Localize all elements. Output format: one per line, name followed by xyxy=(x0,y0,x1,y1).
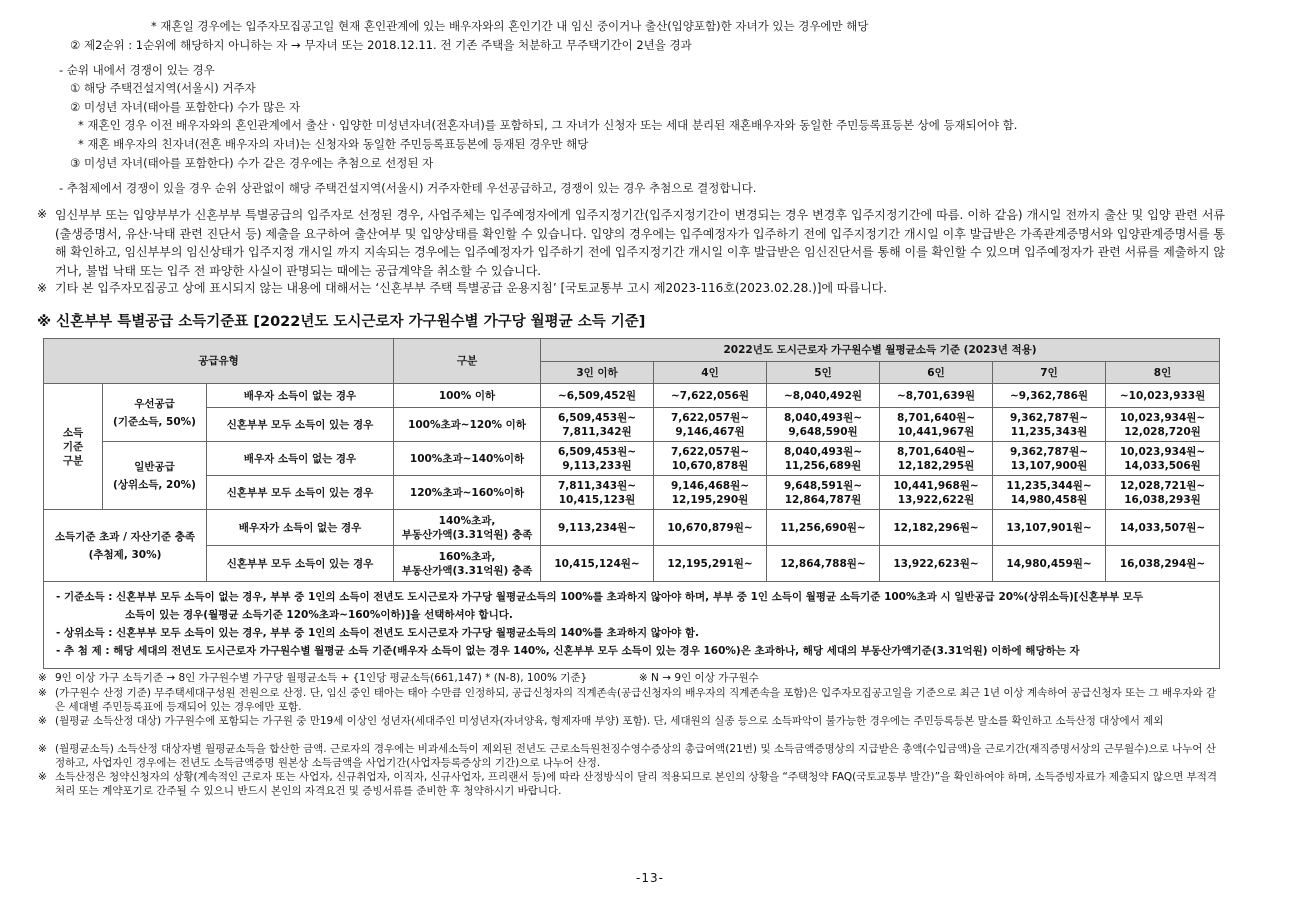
table-row xyxy=(44,442,1220,476)
footnote xyxy=(38,742,1218,770)
table-row xyxy=(44,510,1220,546)
row-division: 100%초과~120% 이하 xyxy=(394,408,541,442)
header-division: 구분 xyxy=(394,339,541,384)
table-cell: 14,980,459원~ xyxy=(993,546,1106,582)
table-cell: 16,038,294원~ xyxy=(1106,546,1220,582)
intro-line: * 재혼일 경우에는 입주자모집공고일 현재 혼인관계에 있는 배우자와의 혼인기간 내 임신 중이거나 출산(입양포함)한 자녀가 있는 경우에만 해당 xyxy=(151,19,869,33)
header-col: 8인 xyxy=(1106,362,1220,384)
table-cell: 9,362,787원~ 13,107,900원 xyxy=(993,442,1106,476)
table-cell: 7,622,057원~ 9,146,467원 xyxy=(654,408,767,442)
table-cell: 7,811,343원~ 10,415,123원 xyxy=(541,476,654,510)
header-supply-type: 공급유형 xyxy=(44,339,394,384)
intro-line: ② 제2순위 : 1순위에 해당하지 아니하는 자 → 무자녀 또는 2018.12.11. 전 기존 주택을 처분하고 무주택기간이 2년을 경과 xyxy=(70,38,692,52)
table-cell: ~6,509,452원 xyxy=(541,384,654,408)
footnote-text: (월평균 소득산정 대상) 가구원수에 포함되는 가구원 중 만19세 이상인 성년자(세대주인 미성년자(자녀양육, 형제자매 부양) 포함). 단, 세대원의 실종 등으로 소득파악이 불가능한 경우에는 주민등록등본 말소를 확인하고 소득산정 대상에서 제외 xyxy=(55,715,1164,727)
header-col: 3인 이하 xyxy=(541,362,654,384)
row-division: 160%초과, 부동산가액(3.31억원) 충족 xyxy=(394,546,541,582)
intro-line: ② 미성년 자녀(태아를 포함한다) 수가 많은 자 xyxy=(70,100,301,114)
table-cell: 8,040,493원~ 11,256,689원 xyxy=(767,442,880,476)
footnote-text: 9인 이상 가구 소득기준 → 8인 가구원수별 가구당 월평균소득 + {1인당 평균소득(661,147) * (N-8), 100% 기준} ※ N → 9인 이상 가구원수 xyxy=(55,672,759,684)
header-col: 6인 xyxy=(880,362,993,384)
intro-line: ③ 미성년 자녀(태아를 포함한다) 수가 같은 경우에는 추첨으로 선정된 자 xyxy=(70,156,434,170)
table-cell: 9,113,234원~ xyxy=(541,510,654,546)
income-table xyxy=(43,338,1220,669)
footnote-text: (월평균소득) 소득산정 대상자별 월평균소득을 합산한 금액. 근로자의 경우에는 비과세소득이 제외된 전년도 근로소득원천징수영수증상의 총급여액(21번) 및 소득금액증명상의 지급받은 총액(수입금액)을 근로기간(재직증명서상의 근무월수)으로 나누어 산정하고, 사업자인 경우에는 전년도 소득금액증명 원본상 소득금액을 사업기간(사업자등록증상의 기간)으로 나누어 산정. xyxy=(55,743,1216,769)
footnote xyxy=(38,686,1218,714)
table-cell: ~9,362,786원 xyxy=(993,384,1106,408)
intro-line: - 순위 내에서 경쟁이 있는 경우 xyxy=(59,63,215,77)
footnote xyxy=(38,714,1218,728)
note-line: 기타 본 입주자모집공고 상에 표시되지 않는 내용에 대해서는 ‘신혼부부 주택 특별공급 운용지침’ [국토교통부 고시 제2023-116호(2023.02.28.)]에 따릅니다. xyxy=(55,281,888,295)
intro-line: - 추첨제에서 경쟁이 있을 경우 순위 상관없이 해당 주택건설지역(서울시) 거주자한테 우선공급하고, 경쟁이 있는 경우 추첨으로 결정합니다. xyxy=(59,181,757,195)
header-standard: 2022년도 도시근로자 가구원수별 월평균소득 기준 (2023년 적용) xyxy=(541,339,1220,362)
row-type: 배우자가 소득이 없는 경우 xyxy=(207,510,394,546)
table-notes xyxy=(44,582,1220,669)
table-cell: 8,701,640원~ 10,441,967원 xyxy=(880,408,993,442)
note-paragraph: 임신부부 또는 입양부부가 신혼부부 특별공급의 입주자로 선정된 경우, 사업주체는 입주예정자에게 입주지정기간(입주지정기간이 변경되는 경우 변경후 입주지정기간에 따름. 이하 같음) 개시일 전까지 출산 및 입양 관련 서류(출생증명서, 유산·낙태 관련 진단서 등) 제출을 요구하여 출산여부 및 입양상태를 확인할 수 있습니다. 입양의 경우에는 입주예정자가 입주하기 전에 입주지정기간 개시일 이후 발급받은 가족관계증명서와 입양관계증명서를 통해 확인하고, 임신부부의 임신상태가 입주지정 개시일 까지 지속되는 경우에는 입주예정자가 입주하기 전에 입주지정기간 개시일 이후 발급받은 임신진단서를 통해 이를 확인할 수 있으며 입주예정자가 관련 서류를 제출하지 않거나, 불법 낙태 또는 입주 전 파양한 사실이 판명되는 때에는 공급계약을 취소할 수 있습니다. xyxy=(55,208,1225,278)
table-cell: 11,256,690원~ xyxy=(767,510,880,546)
table-cell: 8,701,640원~ 12,182,295원 xyxy=(880,442,993,476)
table-cell: 10,023,934원~ 12,028,720원 xyxy=(1106,408,1220,442)
table-note: - 기준소득 : 신혼부부 모두 소득이 없는 경우, 부부 중 1인의 소득이 전년도 도시근로자 가구당 월평균소득의 100%를 초과하지 않아야 하며, 부부 중 1인 소득이 월평균 소득기준 100%초과 시 일반공급 20%(상위소득)[신혼부부 모두 xyxy=(56,591,1144,603)
table-note: - 추 첨 제 : 해당 세대의 전년도 도시근로자 가구원수별 월평균 소득 기준(배우자 소득이 없는 경우 140%, 신혼부부 모두 소득이 있는 경우 160%)은 초과하나, 해당 세대의 부동산가액기준(3.31억원) 이하에 해당하는 자 xyxy=(56,645,1080,657)
page-number: -13- xyxy=(636,871,664,885)
table-cell: 10,441,968원~ 13,922,622원 xyxy=(880,476,993,510)
row-type: 신혼부부 모두 소득이 있는 경우 xyxy=(207,476,394,510)
group-exceed-label: 소득기준 초과 / 자산기준 충족 (추첨제, 30%) xyxy=(44,510,207,582)
table-row xyxy=(44,408,1220,442)
table-cell: 13,107,901원~ xyxy=(993,510,1106,546)
table-note: 소득이 있는 경우(월평균 소득기준 120%초과~160%이하)]을 선택하셔야 합니다. xyxy=(125,609,513,621)
table-cell: 8,040,493원~ 9,648,590원 xyxy=(767,408,880,442)
footnote-mark: ※ xyxy=(38,715,47,727)
table-cell: ~8,701,639원 xyxy=(880,384,993,408)
group-income-label: 소득 기준 구분 xyxy=(44,384,103,510)
table-cell: 12,028,721원~ 16,038,293원 xyxy=(1106,476,1220,510)
table-header-row xyxy=(44,339,1220,362)
footnote xyxy=(38,671,1218,685)
table-cell: 14,033,507원~ xyxy=(1106,510,1220,546)
section-title: ※ 신혼부부 특별공급 소득기준표 [2022년도 도시근로자 가구원수별 가구당 월평균 소득 기준] xyxy=(37,314,646,330)
row-type: 신혼부부 모두 소득이 있는 경우 xyxy=(207,408,394,442)
group-general-label: 일반공급 (상위소득, 20%) xyxy=(103,442,207,510)
table-note: - 상위소득 : 신혼부부 모두 소득이 있는 경우, 부부 중 1인의 소득이 전년도 도시근로자 가구당 월평균소득의 140%를 초과하지 않아야 함. xyxy=(56,627,700,639)
table-row xyxy=(44,476,1220,510)
row-division: 100%초과~140%이하 xyxy=(394,442,541,476)
table-cell: 7,622,057원~ 10,670,878원 xyxy=(654,442,767,476)
table-cell: 12,182,296원~ xyxy=(880,510,993,546)
row-type: 배우자 소득이 없는 경우 xyxy=(207,384,394,408)
footnote-mark: ※ xyxy=(38,771,47,783)
table-cell: 10,670,879원~ xyxy=(654,510,767,546)
table-cell: 10,023,934원~ 14,033,506원 xyxy=(1106,442,1220,476)
footnote-text: 소득산정은 청약신청자의 상황(계속적인 근로자 또는 사업자, 신규취업자, 이직자, 신규사업자, 프리랜서 등)에 따라 산정방식이 달리 적용되므로 본인의 상황을 “주택청약 FAQ(국토교통부 발간)”을 확인하여야 하며, 소득증빙자료가 제출되지 않으면 부적격처리 또는 계약포기로 간주될 수 있으니 반드시 본인의 자격요건 및 증빙서류를 준비한 후 청약하시기 바랍니다. xyxy=(55,771,1218,797)
table-cell: 9,362,787원~ 11,235,343원 xyxy=(993,408,1106,442)
footnote-aside: ※ N → 9인 이상 가구원수 xyxy=(638,672,759,684)
footnote-mark: ※ xyxy=(38,687,47,699)
table-cell: 10,415,124원~ xyxy=(541,546,654,582)
footnote-mark: ※ xyxy=(38,672,47,684)
header-col: 7인 xyxy=(993,362,1106,384)
row-type: 신혼부부 모두 소득이 있는 경우 xyxy=(207,546,394,582)
table-cell: 12,195,291원~ xyxy=(654,546,767,582)
table-cell: 13,922,623원~ xyxy=(880,546,993,582)
table-row xyxy=(44,546,1220,582)
intro-line: ① 해당 주택건설지역(서울시) 거주자 xyxy=(70,81,256,95)
table-cell: 11,235,344원~ 14,980,458원 xyxy=(993,476,1106,510)
table-row xyxy=(44,384,1220,408)
table-cell: 6,509,453원~ 7,811,342원 xyxy=(541,408,654,442)
row-division: 100% 이하 xyxy=(394,384,541,408)
note-mark: ※ xyxy=(37,281,48,295)
table-cell: ~10,023,933원 xyxy=(1106,384,1220,408)
header-col: 4인 xyxy=(654,362,767,384)
intro-line: * 재혼인 경우 이전 배우자와의 혼인관계에서 출산ㆍ입양한 미성년자녀(전혼자녀)를 포함하되, 그 자녀가 신청자 또는 세대 분리된 재혼배우자와 동일한 주민등록표등본 상에 등재되어야 함. xyxy=(78,118,1018,132)
row-division: 120%초과~160%이하 xyxy=(394,476,541,510)
table-cell: 9,146,468원~ 12,195,290원 xyxy=(654,476,767,510)
footnote-mark: ※ xyxy=(38,743,47,755)
table-cell: 6,509,453원~ 9,113,233원 xyxy=(541,442,654,476)
row-type: 배우자 소득이 없는 경우 xyxy=(207,442,394,476)
note-mark: ※ xyxy=(37,207,48,221)
table-cell: 12,864,788원~ xyxy=(767,546,880,582)
intro-line: * 재혼 배우자의 친자녀(전혼 배우자의 자녀)는 신청자와 동일한 주민등록표등본에 등재된 경우만 해당 xyxy=(78,137,589,151)
table-notes-row xyxy=(44,582,1220,669)
footnote-text: (가구원수 산정 기준) 무주택세대구성원 전원으로 산정. 단, 임신 중인 태아는 태아 수만큼 인정하되, 공급신청자의 직계존속(공급신청자의 배우자의 직계존속을 포함)은 입주자모집공고일을 기준으로 최근 1년 이상 계속하여 공급신청자 또는 그 배우자와 같은 세대별 주민등록표에 등재되어 있는 경우에만 포함. xyxy=(55,687,1217,713)
table-cell: 9,648,591원~ 12,864,787원 xyxy=(767,476,880,510)
table-cell: ~7,622,056원 xyxy=(654,384,767,408)
group-priority-label: 우선공급 (기준소득, 50%) xyxy=(103,384,207,442)
footnote xyxy=(38,770,1218,798)
header-col: 5인 xyxy=(767,362,880,384)
table-cell: ~8,040,492원 xyxy=(767,384,880,408)
row-division: 140%초과, 부동산가액(3.31억원) 충족 xyxy=(394,510,541,546)
